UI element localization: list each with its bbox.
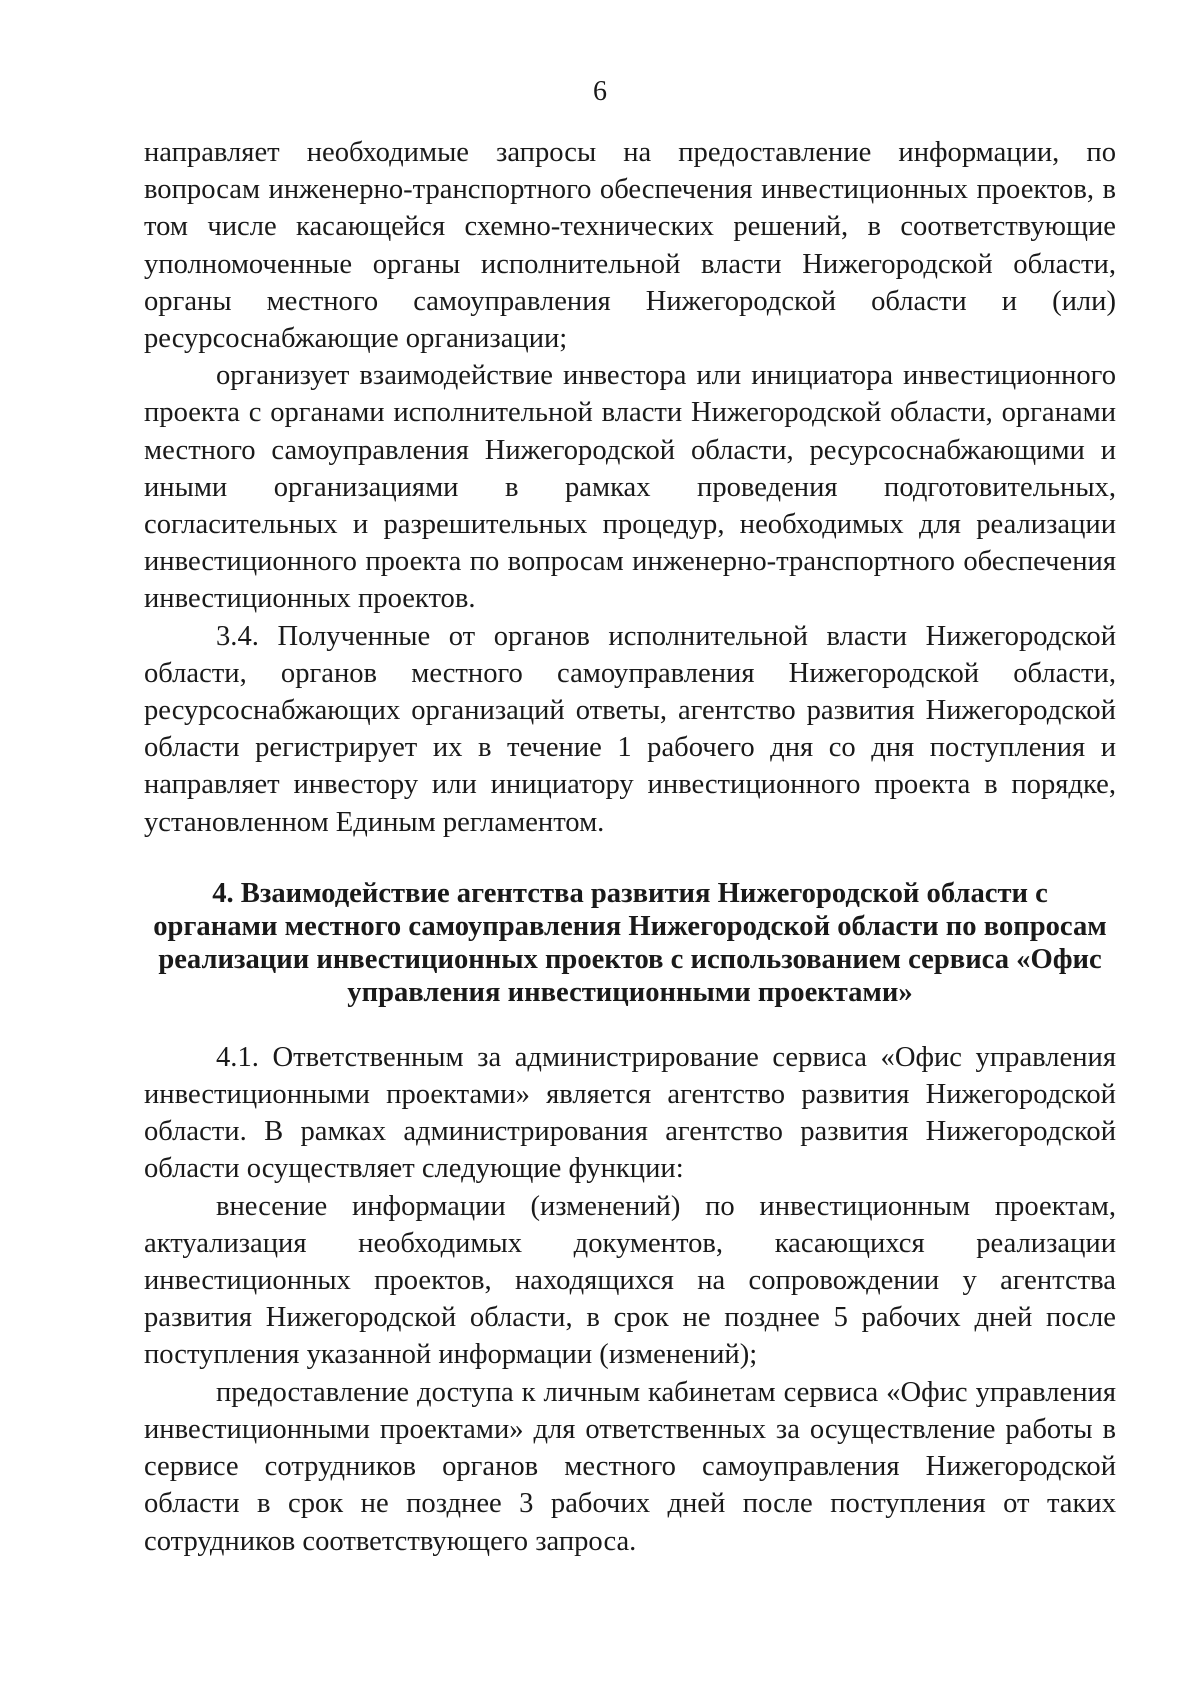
paragraph: 4.1. Ответственным за администрирование сервиса «Офис управления инвестиционными проектами» является агентство развития Нижегородской области. В рамках администрирования агентство развития Нижегородской области осуществляет следующие функции:	[144, 1041, 1116, 1185]
paragraph: внесение информации (изменений) по инвестиционным проектам, актуализация необходимых документов, касающихся реализации инвестиционных проектов, находящихся на сопровождении у агентства развития Нижегородской области, в срок не позднее 5 рабочих дней после поступления указанной информации (изменений);	[144, 1190, 1116, 1371]
paragraph: 3.4. Полученные от органов исполнительной власти Нижегородской области, органов местного самоуправления Нижегородской области, ресурсоснабжающих организаций ответы, агентство развития Нижегородской области регистрирует их в течение 1 рабочего дня со дня поступления и направляет инвестору или инициатору инвестиционного проекта в порядке, установленном Единым регламентом.	[144, 620, 1116, 838]
paragraph: предоставление доступа к личным кабинетам сервиса «Офис управления инвестиционными проектами» для ответственных за осуществление работы в сервисе сотрудников органов местного самоуправления Нижегородской области в срок не позднее 3 рабочих дней после поступления от таких сотрудников соответствующего запроса.	[144, 1376, 1116, 1557]
page-number: 6	[593, 76, 607, 107]
paragraph: направляет необходимые запросы на предоставление информации, по вопросам инженерно-транспортного обеспечения инвестиционных проектов, в том числе касающейся схемно-технических решений, в соответствующие уполномоченные органы исполнительной власти Нижегородской области, органы местного самоуправления Нижегородской области и (или) ресурсоснабжающие организации;	[144, 137, 1116, 355]
document-body	[144, 134, 1116, 1560]
paragraph: организует взаимодействие инвестора или инициатора инвестиционного проекта с органами исполнительной власти Нижегородской области, органами местного самоуправления Нижегородской области, ресурсоснабжающими и иными организациями в рамках проведения подготовительных, согласительных и разрешительных процедур, необходимых для реализации инвестиционного проекта по вопросам инженерно-транспортного обеспечения инвестиционных проектов.	[144, 360, 1116, 615]
section-heading: 4. Взаимодействие агентства развития Нижегородской области с органами местного самоуправления Нижегородской области по вопросам реализации инвестиционных проектов с использованием сервиса «Офис управления инвестиционными проектами»	[153, 877, 1107, 1008]
